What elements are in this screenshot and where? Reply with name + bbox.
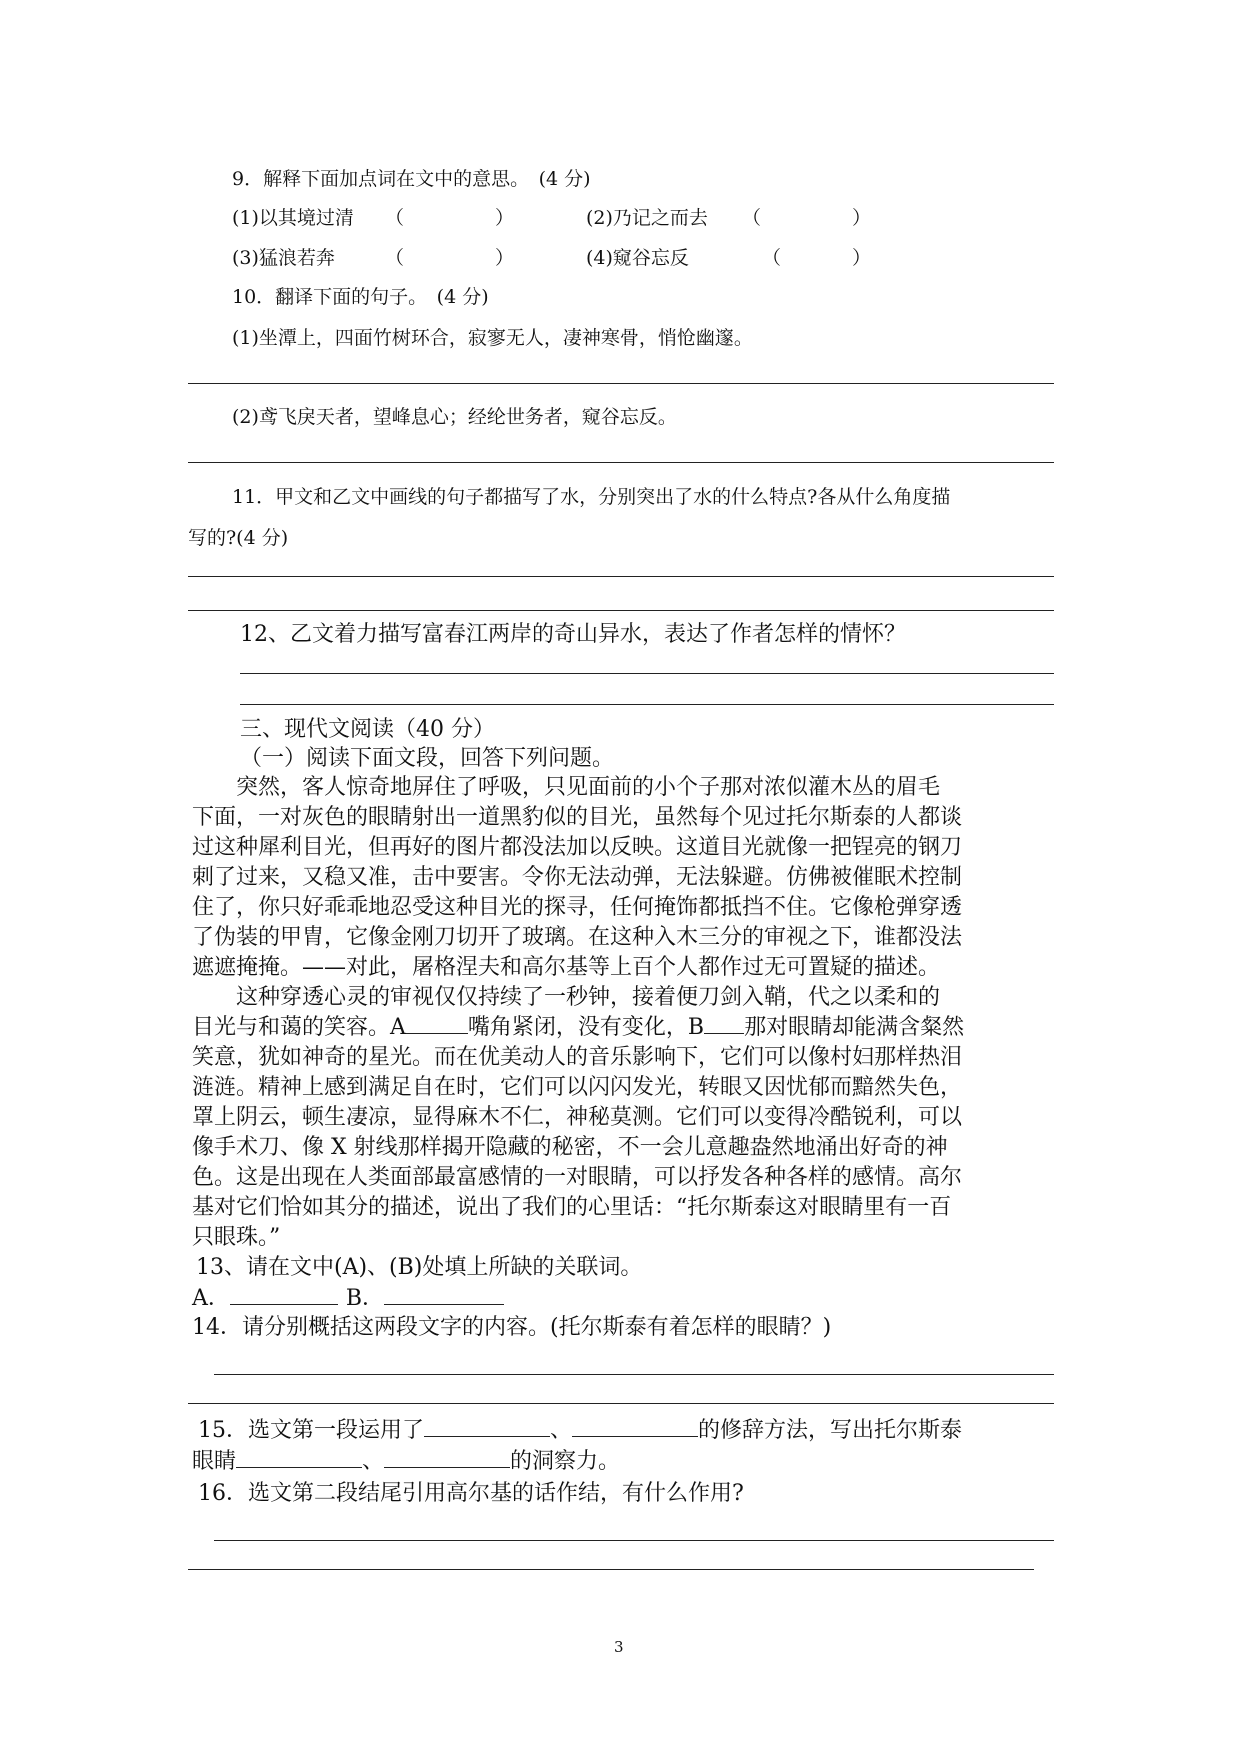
q11-answer-line-1	[188, 576, 1054, 577]
q11-line-2: 写的?(4 分)	[188, 527, 289, 549]
q9-blank-2-open: （	[742, 207, 762, 229]
q10-answer-line-1	[188, 383, 1054, 384]
q15-part-1: 15．选文第一段运用了	[198, 1418, 424, 1443]
q9-blank-3-open: （	[385, 247, 405, 269]
q10-title: 10．翻译下面的句子。 (4 分)	[232, 286, 489, 308]
q10-sentence-1: (1)坐潭上，四面竹树环合，寂寥无人，凄神寒骨，悄怆幽邃。	[232, 327, 753, 349]
q9-blank-1-close: ）	[495, 207, 515, 229]
section-3-heading: 三、现代文阅读（40 分）	[240, 717, 495, 742]
q15-line-2-c: 的洞察力。	[510, 1449, 621, 1474]
passage-p2-line-2	[192, 1010, 964, 1041]
q12-answer-line-1	[240, 673, 1054, 674]
q12-answer-line-2	[240, 704, 1054, 705]
q15-line-2-b: 、	[362, 1449, 385, 1474]
q9-item-3: (3)猛浪若奔	[232, 247, 335, 269]
section-3-subheading: （一）阅读下面文段，回答下列问题。	[240, 746, 615, 771]
q9-item-2: (2)乃记之而去	[586, 207, 708, 229]
q9-item-1: (1)以其境过清	[232, 207, 354, 229]
q9-title: 9．解释下面加点词在文中的意思。 (4 分)	[232, 168, 591, 190]
passage-p1-line-1: 突然，客人惊奇地屏住了呼吸，只见面前的小个子那对浓似灌木丛的眉毛	[192, 775, 941, 800]
passage-p2-line-8: 基对它们恰如其分的描述，说出了我们的心里话：“托尔斯泰这对眼睛里有一百	[192, 1195, 952, 1220]
q9-blank-2-close: ）	[852, 207, 872, 229]
q16-text: 16．选文第二段结尾引用高尔基的话作结，有什么作用?	[198, 1481, 744, 1506]
blank-a	[406, 1015, 468, 1034]
q9-blank-4-close: ）	[852, 247, 872, 269]
q13-blank-b	[384, 1286, 504, 1305]
q12-text: 12、乙文着力描写富春江两岸的奇山异水，表达了作者怎样的情怀？	[240, 622, 906, 647]
q15-line-1	[198, 1413, 962, 1444]
q15-blank-2	[572, 1418, 698, 1437]
passage-p2-line-2-a: 目光与和蔼的笑容。A	[192, 1015, 406, 1040]
passage-p1-line-3: 过这种犀利目光，但再好的图片都没法加以反映。这道目光就像一把锃亮的钢刀	[192, 835, 963, 860]
passage-p2-line-3: 笑意，犹如神奇的星光。而在优美动人的音乐影响下，它们可以像村妇那样热泪	[192, 1045, 963, 1070]
q13-blank-a	[230, 1286, 338, 1305]
q16-answer-line-1	[214, 1540, 1054, 1541]
passage-p1-line-5: 住了，你只好乖乖地忍受这种目光的探寻，任何掩饰都抵挡不住。它像枪弹穿透	[192, 895, 963, 920]
q14-answer-line-1	[214, 1374, 1054, 1375]
passage-p1-line-7: 遮遮掩掩。——对此，屠格涅夫和高尔基等上百个人都作过无可置疑的描述。	[192, 955, 941, 980]
passage-p2-line-2-c: 那对眼睛却能满含粲然	[744, 1015, 965, 1040]
passage-p1-line-4: 刺了过来，又稳又准，击中要害。令你无法动弹，无法躲避。仿佛被催眠术控制	[192, 865, 963, 890]
q15-blank-1	[424, 1418, 550, 1437]
q14-answer-line-2	[188, 1403, 1054, 1404]
q15-blank-4	[384, 1449, 510, 1468]
q9-blank-4-open: （	[762, 247, 782, 269]
passage-p2-line-6: 像手术刀、像 X 射线那样揭开隐藏的秘密，不一会儿意趣盎然地涌出好奇的神	[192, 1135, 948, 1160]
q11-answer-line-2	[188, 610, 1054, 611]
q13-text: 13、请在文中(A)、(B)处填上所缺的关联词。	[196, 1255, 643, 1280]
q13-answers	[192, 1281, 504, 1312]
passage-p2-line-2-b: 嘴角紧闭，没有变化，B	[467, 1015, 705, 1040]
q15-line-2	[192, 1444, 620, 1475]
passage-p2-line-5: 罩上阴云，顿生凄凉，显得麻木不仁，神秘莫测。它们可以变得冷酷锐利，可以	[192, 1105, 963, 1130]
q10-answer-line-2	[188, 462, 1054, 463]
q15-line-2-a: 眼睛	[192, 1449, 237, 1474]
q10-sentence-2: (2)鸢飞戾天者，望峰息心；经纶世务者，窥谷忘反。	[232, 406, 677, 428]
passage-p2-line-4: 涟涟。精神上感到满足自在时，它们可以闪闪发光，转眼又因忧郁而黯然失色，	[192, 1075, 963, 1100]
passage-p2-line-7: 色。这是出现在人类面部最富感情的一对眼睛，可以抒发各种各样的感情。高尔	[192, 1165, 963, 1190]
passage-p2-line-1: 这种穿透心灵的审视仅仅持续了一秒钟，接着便刀剑入鞘，代之以柔和的	[192, 985, 941, 1010]
q13-label-a: A．	[192, 1286, 230, 1311]
passage-p2-line-9: 只眼珠。”	[192, 1225, 281, 1250]
q15-sep-1: 、	[550, 1418, 573, 1443]
q16-answer-line-2	[188, 1569, 1034, 1570]
passage-p1-line-2: 下面，一对灰色的眼睛射出一道黑豹似的目光，虽然每个见过托尔斯泰的人都谈	[192, 805, 963, 830]
page-number: 3	[614, 1638, 624, 1656]
q14-text: 14．请分别概括这两段文字的内容。(托尔斯泰有着怎样的眼睛？)	[192, 1315, 832, 1340]
q9-blank-1-open: （	[385, 207, 405, 229]
q15-part-2: 的修辞方法，写出托尔斯泰	[698, 1418, 963, 1443]
passage-p1-line-6: 了伪装的甲胄，它像金刚刀切开了玻璃。在这种入木三分的审视之下，谁都没法	[192, 925, 963, 950]
q15-blank-3	[236, 1449, 362, 1468]
q13-label-b: B．	[345, 1286, 385, 1311]
q9-blank-3-close: ）	[495, 247, 515, 269]
q11-line-1: 11．甲文和乙文中画线的句子都描写了水，分别突出了水的什么特点?各从什么角度描	[232, 486, 951, 508]
q9-item-4: (4)窥谷忘反	[586, 247, 689, 269]
blank-b	[704, 1015, 744, 1034]
